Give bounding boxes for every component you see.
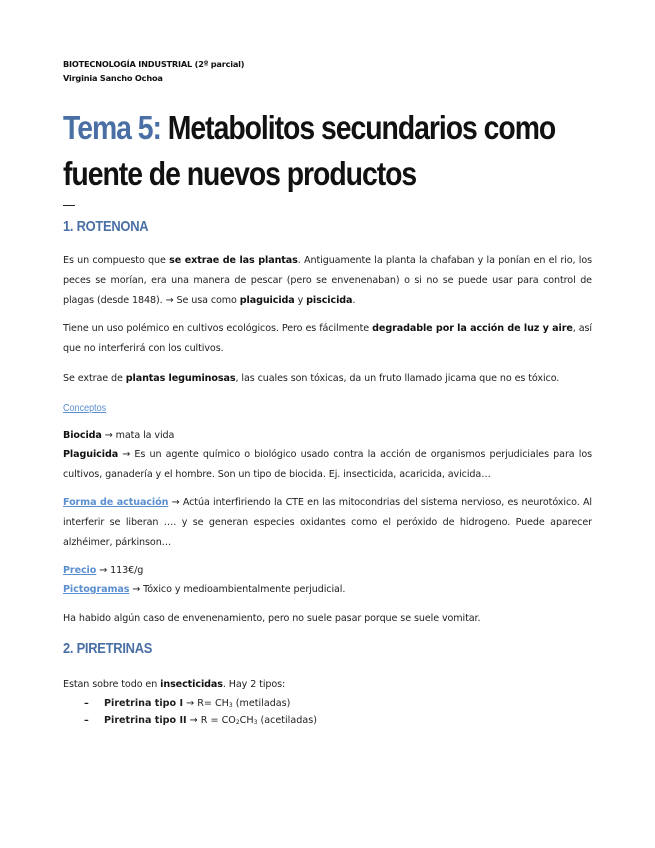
title-divider (63, 205, 75, 206)
paragraph-pictograms: Pictogramas → Tóxico y medioambientalmente perjudicial. (63, 584, 346, 595)
section-heading-piretrinas: 2. PIRETRINAS (63, 640, 153, 657)
title-prefix: Tema 5: (63, 109, 161, 146)
course-header: BIOTECNOLOGÍA INDUSTRIAL (2º parcial) (63, 59, 245, 69)
paragraph-rotenona-source: Se extrae de plantas leguminosas, las cuales son tóxicas, da un fruto llamado jicama que no es tóxico. (63, 373, 560, 384)
paragraph-rotenona-intro: Es un compuesto que se extrae de las plantas. Antiguamente la planta la chafaban y la ponían en el rio, los peces se morían, era una manera de pescar (pero se envenenaban) o si no se puede usar para control de plagas (desde 1848). → Se usa como plaguicida y piscicida. (63, 255, 592, 306)
price-link[interactable]: Precio (63, 565, 97, 576)
section-heading-rotenona: 1. ROTENONA (63, 218, 149, 235)
paragraph-price: Precio → 113€/g (63, 565, 144, 576)
concepts-link[interactable]: Conceptos (63, 402, 107, 414)
concept-biocida: Biocida → mata la vida (63, 430, 175, 441)
paragraph-mode-of-action: Forma de actuación → Actúa interfiriendo la CTE en las mitocondrias del sistema nervioso, es neurotóxico. Al interferir se liberan …. y se generan especies oxidantes como el peróxido de hidrogeno. Puede aparecer alzhéimer, párkinson… (63, 497, 592, 548)
concept-plaguicida: Plaguicida → Es un agente químico o biológico usado contra la acción de organismos perjudiciales para los cultivos, ganadería y el hombre. Son un tipo de biocida. Ej. insecticida, acaricida, avicida… (63, 449, 592, 480)
mode-of-action-link[interactable]: Forma de actuación (63, 497, 169, 508)
paragraph-poisoning: Ha habido algún caso de envenenamiento, pero no suele pasar porque se suele vomitar. (63, 613, 481, 624)
title-line2: fuente de nuevos productos (63, 155, 417, 192)
paragraph-rotenona-use: Tiene un uso polémico en cultivos ecológicos. Pero es fácilmente degradable por la acción de luz y aire, así que no interferirá con los cultivos. (63, 323, 592, 354)
paragraph-piretrinas-intro: Estan sobre todo en insecticidas. Hay 2 tipos: (63, 679, 286, 690)
title-line1: Metabolitos secundarios como (167, 109, 556, 146)
list-item-piretrina-2: – Piretrina tipo II → $R = CO_2CH_3$ (acetiladas) (84, 715, 317, 726)
page-title (63, 105, 592, 197)
list-item-piretrina-1: – Piretrina tipo $I \to R= CH_3$ (metiladas) (84, 698, 291, 709)
author-header: Virginia Sancho Ochoa (63, 73, 163, 83)
pictograms-link[interactable]: Pictogramas (63, 584, 130, 595)
